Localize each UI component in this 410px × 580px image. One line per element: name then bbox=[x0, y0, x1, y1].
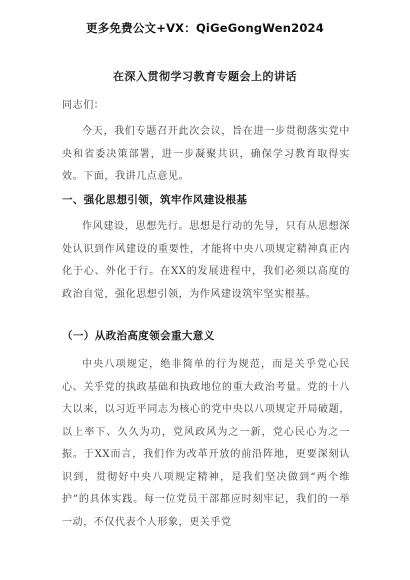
subsection-heading-1: （一）从政治高度领会重大意义 bbox=[62, 330, 215, 342]
section-1-paragraph: 作风建设，思想先行。思想是行动的先导，只有从思想深处认识到作风建设的重要性，才能将中央八项规定精神真正内化于心、外化于行。在XX的发展进程中，我们必须以高度的政治自觉，强化思想引领，为作风建设筑牢坚实根基。 bbox=[62, 221, 350, 300]
subsection-1-paragraph: 中央八项规定，绝非简单的行为规范，而是关乎党心民心、关乎党的执政基础和执政地位的重大政治考量。党的十八大以来，以习近平同志为核心的党中央以八项规定开局破题，以上率下、久久为功，党风政风为之一新，党心民心为之一振。于XX而言，我们作为改革开放的前沿阵地，更要深刻认识到，贯彻好中央八项规定精神，是我们坚决做到“两个维护”的具体实践。每一位党员干部都应时刻牢记，我们的一举一动，不仅代表个人形象，更关乎党 bbox=[62, 359, 350, 528]
promo-banner: 更多免费公文+VX：QiGeGongWen2024 bbox=[86, 21, 324, 35]
document-title: 在深入贯彻学习教育专题会上的讲话 bbox=[113, 70, 297, 83]
section-heading-1: 一、强化思想引领，筑牢作风建设根基 bbox=[62, 194, 248, 206]
salutation: 同志们： bbox=[62, 100, 105, 111]
intro-paragraph: 今天，我们专题召开此次会议，旨在进一步贯彻落实党中央和省委决策部署，进一步凝聚共识，确保学习教育取得实效。下面，我讲几点意见。 bbox=[62, 126, 350, 182]
